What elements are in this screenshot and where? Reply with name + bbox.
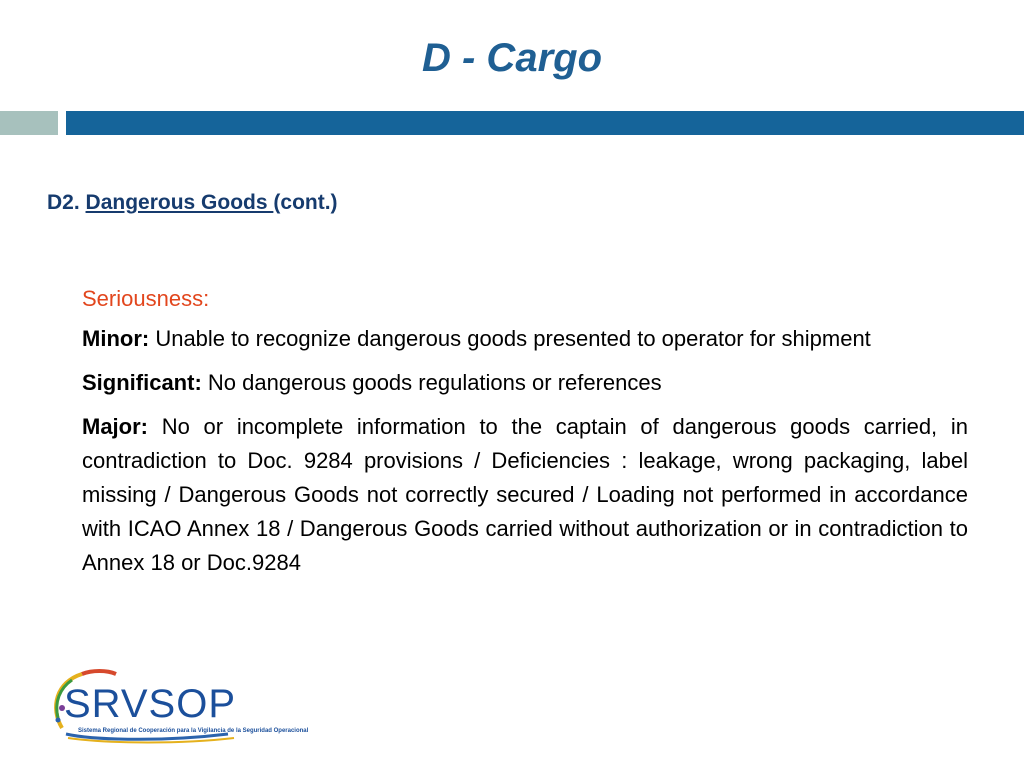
section-heading — [47, 191, 338, 215]
dangerous-goods-link[interactable]: Dangerous Goods — [85, 191, 274, 214]
significant-label: Significant: — [82, 370, 202, 395]
section-prefix: D2. — [47, 191, 80, 214]
significant-item — [82, 366, 968, 400]
slide-title: D - Cargo — [422, 36, 602, 80]
seriousness-heading: Seriousness: — [82, 286, 210, 311]
major-text: No or incomplete information to the captain of dangerous goods carried, in contradiction to Doc. 9284 provisions / Deficiencies : leakage, wrong packaging, label missing / Dangerous Goods not correctly secured / Loading not performed in accordance with ICAO Annex 18 / Dangerous Goods carried without authorization or in contradiction to Annex 18 or Doc.9284 — [82, 414, 968, 575]
logo-tagline: Sistema Regional de Cooperación para la Vigilancia de la Seguridad Operacional — [78, 728, 309, 734]
header-band-light — [0, 111, 58, 135]
header-band-dark — [66, 111, 1024, 135]
section-suffix: (cont.) — [273, 191, 338, 214]
major-label: Major: — [82, 414, 148, 439]
significant-text: No dangerous goods regulations or references — [207, 370, 662, 395]
minor-text: Unable to recognize dangerous goods presented to operator for shipment — [155, 326, 871, 351]
minor-item — [82, 322, 968, 356]
minor-label: Minor: — [82, 326, 150, 351]
srvsop-logo — [52, 668, 309, 746]
logo-wordmark: SRVSOP — [64, 682, 236, 726]
major-item — [82, 410, 968, 580]
slide-body — [82, 282, 968, 590]
